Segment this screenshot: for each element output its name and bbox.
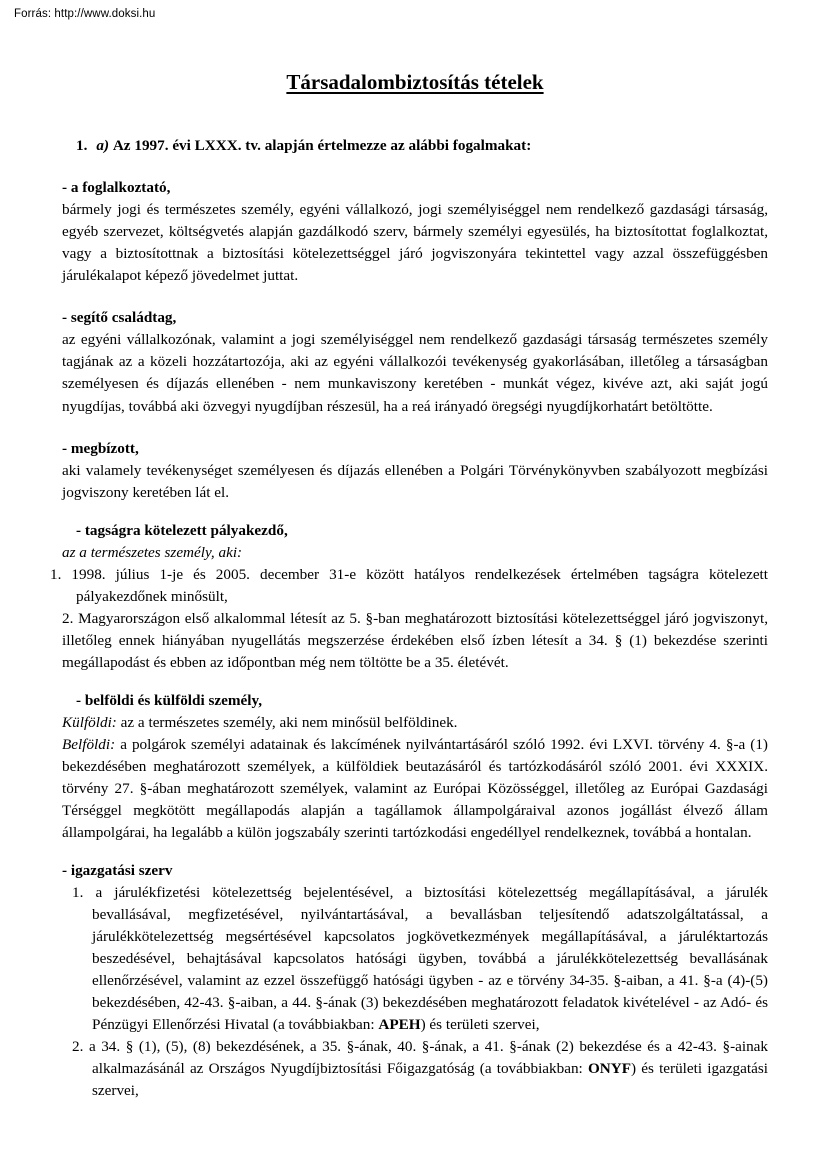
term-heading-segito-csaladtag: - segítő családtag, [62,309,177,327]
question-number: 1. [76,137,88,155]
kulfoldi-label: Külföldi: [62,713,117,731]
term-body-megbizott: aki valamely tevékenységet személyesen és díjazás ellenében a Polgári Törvénykönyvben szabályozott megbízási jogviszony keretében lát el. [62,461,768,501]
belfoldi-label: Belföldi: [62,735,116,753]
list-item-1-prefix: 1. [72,884,96,902]
term-heading-tagsagra-kotelezett: - tagságra kötelezett pályakezdő, [76,521,288,539]
term-heading-megbizott: - megbízott, [62,439,139,457]
question-text: Az 1997. évi LXXX. tv. alapján értelmezze az alábbi fogalmakat: [112,137,532,155]
list-item-tagsagra-2: 2. Magyarországon első alkalommal létesít az 5. §-ban meghatározott biztosítási kötelezettséggel járó jogviszonyt, illetőleg ennek hiányában nyugellátás megszerzése érdekében első ízben létesít a 34. § (1) bekezdése szerinti megállapodást és ebben az időpontban még nem töltötte be a 35. életévét. [62,609,768,671]
list-item-2-prefix: 2. [72,1038,89,1056]
list-item-igazgatasi-2 [62,1036,768,1102]
list-item-2-text: a 34. § (1), (5), (8) bekezdésének, a 35. §-ának, 40. §-ának, a 41. §-ának (2) bekezdése és a 42-43. §-ainak alkalmazásánál az Országos Nyugdíjbiztosítási Főigazgatóság (a továbbiakban: [88,1038,769,1078]
term-heading-foglalkoztato: - a foglalkoztató, [62,179,171,197]
question-1 [62,135,768,157]
list-item-igazgatasi-1 [62,882,768,1036]
term-body-foglalkoztato: bármely jogi és természetes személy, egyéni vállalkozó, jogi személyiséggel nem rendelkező gazdasági társaság, egyéb szervezet, költségvetés alapján gazdálkodó szerv, bármely személyi egyesülés, ha biztosítottat foglalkoztat, vagy a biztosítottnak a biztosítási kötelezettséggel járó jogviszonyára tekintettel vagy azzal összefüggésben járulékalapot képező jövedelmet juttat. [62,201,768,285]
list-item-1-text: a járulékfizetési kötelezettség bejelentésével, a biztosítási kötelezettség megállapításával, a járulék bevallásával, megfizetésével, nyilvántartásával, a bevallásban teljesítendő adatszolgáltatással, a járulékkötelezettség megsértésével kapcsolatos jogkövetkezmények megállapításával, a járuléktartozás beszedésével, behajtásával kapcsolatos hatósági ügyben, továbbá a járulékkötelezettség bevallásának ellenőrzésével, valamint az ezzel összefüggő hatósági ügyben - az e törvény 34-35. §-aiban, a 41. §-a (4)-(5) bekezdésében, 42-43. §-aiban, a 44. §-ának (3) bekezdésében meghatározott feladatok kivételével - az Adó- és Pénzügyi Ellenőrzési Hivatal (a továbbiakban: [92,884,769,1034]
question-letter: a) [96,137,110,155]
list-item-1-text-after: ) és területi szervei, [420,1016,540,1034]
abbrev-onyf: ONYF [587,1060,631,1078]
term-lead-tagsagra: az a természetes személy, aki: [62,543,243,561]
term-body-segito-csaladtag: az egyéni vállalkozónak, valamint a jogi személyiséggel nem rendelkező gazdasági társaság természetes személy tagjának az a közeli hozzátartozója, aki az egyéni vállalkozói tevékenység gyakorlásában, illetőleg a társaságban személyesen és díjazás ellenében - nem munkaviszony keretében - munkát végez, kivéve azt, aki saját jogú nyugdíjas, továbbá aki özvegyi nyugdíjban részesül, ha a reá irányadó öregségi nyugdíjkorhatárt betöltötte. [62,331,768,415]
term-heading-igazgatasi-szerv: - igazgatási szerv [62,862,173,880]
page-title [62,70,768,95]
belfoldi-text: a polgárok személyi adatainak és lakcímének nyilvántartásáról szóló 1992. évi LXVI. törvény 4. §-a (1) bekezdésében meghatározott személyek, a külföldiek beutazásáról és tartózkodásáról szóló 2001. évi XXXIX. törvény 27. §-ában meghatározott személyek, valamint az Európai Közösséggel, illetőleg az Európai Gazdasági Térséggel megkötött megállapodás alapján a tagállamok állampolgáraival azonos jogállást élvező állam állampolgárai, ha legalább a külön jogszabály szerinti tartózkodási engedéllyel rendelkeznek, továbbá a hontalan. [62,735,768,842]
source-watermark: Forrás: http://www.doksi.hu [14,8,156,20]
abbrev-apeh: APEH [378,1016,421,1034]
list-item-tagsagra-1: 1. 1998. július 1-je és 2005. december 31-e között hatályos rendelkezések értelmében tagságra kötelezett pályakezdőnek minősült, [50,565,768,605]
term-heading-belfoldi-kulfoldi: - belföldi és külföldi személy, [76,691,263,709]
term-body-kulfoldi [62,712,768,734]
list-item-2-text-after: ) és területi igazgatási szervei, [92,1060,768,1100]
kulfoldi-text: az a természetes személy, aki nem minősül belföldinek. [116,713,458,731]
page-title-text: Társadalombiztosítás tételek [286,70,544,94]
document-body [50,70,769,1102]
term-body-belfoldi [62,734,768,844]
